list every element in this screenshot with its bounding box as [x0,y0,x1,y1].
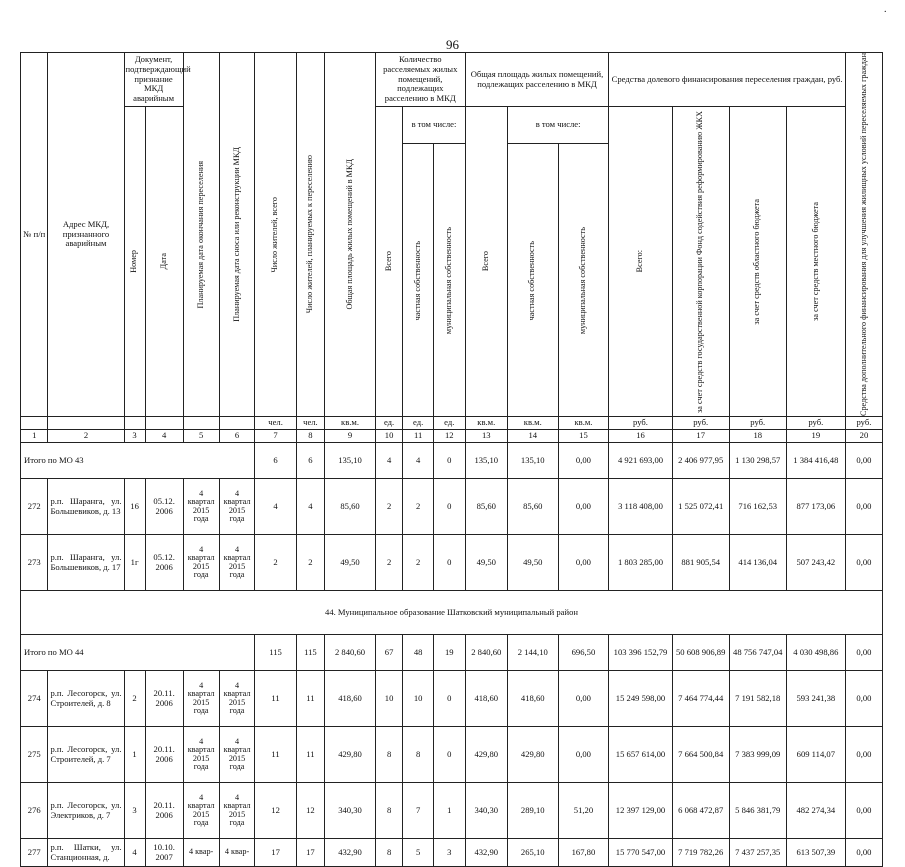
row-value: 418,60 [325,671,376,727]
row-value: 418,60 [507,671,558,727]
row-doc-number: 3 [124,783,145,839]
row-value: 1 803 285,00 [609,535,672,591]
row-value: 6 068 472,87 [672,783,729,839]
table-row [21,839,883,867]
column-number-cell: 14 [507,430,558,443]
total-value: 67 [375,635,402,671]
row-value: 11 [255,727,296,783]
row-value: 0 [433,671,465,727]
header-doc-date: Дата [145,107,183,417]
row-doc-date: 20.11. 2006 [145,783,183,839]
corner-mark: . [884,4,887,15]
column-number-cell: 20 [845,430,882,443]
row-value: 0,00 [845,479,882,535]
row-value: 11 [255,671,296,727]
table-row [21,535,883,591]
total-value: 0,00 [845,443,882,479]
column-number-cell: 3 [124,430,145,443]
row-value: 12 [255,783,296,839]
row-value: 7 191 582,18 [729,671,786,727]
row-plan-demolition: 4 квартал 2015 года [219,727,255,783]
total-value: 4 [403,443,434,479]
unit-cell [183,417,219,430]
unit-cell: руб. [845,417,882,430]
column-number-cell: 11 [403,430,434,443]
unit-cell: кв.м. [558,417,609,430]
table-row [21,727,883,783]
header-count-total: Всего [375,107,402,417]
row-value: 418,60 [465,671,507,727]
column-number-cell: 5 [183,430,219,443]
total-value: 696,50 [558,635,609,671]
unit-cell: кв.м. [325,417,376,430]
header-area-g-total: Всего [465,107,507,417]
row-plan-demolition: 4 квартал 2015 года [219,479,255,535]
row-value: 8 [375,783,402,839]
unit-cell [124,417,145,430]
table-row [21,479,883,535]
total-row [21,635,883,671]
total-label: Итого по МО 44 [21,635,255,671]
row-value: 85,60 [507,479,558,535]
row-plan-end: 4 квартал 2015 года [183,727,219,783]
row-value: 15 249 598,00 [609,671,672,727]
total-value: 115 [296,635,325,671]
column-number-cell: 1 [21,430,48,443]
total-value: 135,10 [325,443,376,479]
column-number-cell: 15 [558,430,609,443]
total-value: 4 030 498,86 [786,635,845,671]
total-value: 0,00 [558,443,609,479]
unit-cell: руб. [672,417,729,430]
row-address: р.п. Шатки, ул. Станционная, д. [48,839,124,867]
column-number-cell: 7 [255,430,296,443]
total-value: 48 756 747,04 [729,635,786,671]
row-doc-number: 16 [124,479,145,535]
unit-cell: чел. [255,417,296,430]
row-value: 17 [296,839,325,867]
column-number-cell: 17 [672,430,729,443]
row-value: 265,10 [507,839,558,867]
header-residents: Число жителей, всего [255,53,296,417]
header-area-total: Общая площадь жилых помещений в МКД [325,53,376,417]
row-value: 414 136,04 [729,535,786,591]
table-row [21,783,883,839]
total-value: 2 840,60 [465,635,507,671]
table-row [21,671,883,727]
total-value: 2 406 977,95 [672,443,729,479]
row-value: 49,50 [507,535,558,591]
row-value: 5 [403,839,434,867]
row-value: 432,90 [325,839,376,867]
header-doc-number: Номер [124,107,145,417]
header-fund-corp: за счет средств государственной корпорации Фонд содействия реформированию ЖКХ [672,107,729,417]
row-value: 2 [403,479,434,535]
row-value: 4 [255,479,296,535]
row-value: 7 437 257,35 [729,839,786,867]
total-value: 0 [433,443,465,479]
unit-cell [219,417,255,430]
row-address: р.п. Шаранга, ул. Большевиков, д. 13 [48,479,124,535]
row-plan-end: 4 квартал 2015 года [183,783,219,839]
column-number-cell: 9 [325,430,376,443]
header-document: Документ, подтверждающий признание МКД аварийным [124,53,183,107]
units-row [21,417,883,430]
total-row [21,443,883,479]
header-count-municipal: муниципальная собственность [433,144,465,417]
row-value: 429,80 [507,727,558,783]
row-plan-end: 4 квар- [183,839,219,867]
total-value: 19 [433,635,465,671]
column-number-cell: 4 [145,430,183,443]
row-value: 10 [403,671,434,727]
total-label: Итого по МО 43 [21,443,255,479]
row-value: 7 664 500,84 [672,727,729,783]
row-value: 716 162,53 [729,479,786,535]
row-value: 613 507,39 [786,839,845,867]
unit-cell: руб. [729,417,786,430]
column-number-cell: 10 [375,430,402,443]
total-value: 135,10 [465,443,507,479]
row-plan-demolition: 4 квартал 2015 года [219,783,255,839]
row-doc-number: 1 [124,727,145,783]
row-value: 2 [403,535,434,591]
total-value: 115 [255,635,296,671]
header-plan-end: Планируемая дата окончания переселения [183,53,219,417]
unit-cell: ед. [403,417,434,430]
unit-cell: руб. [786,417,845,430]
row-plan-demolition: 4 квар- [219,839,255,867]
row-value: 0,00 [558,535,609,591]
row-doc-date: 20.11. 2006 [145,727,183,783]
row-value: 0 [433,535,465,591]
unit-cell [145,417,183,430]
unit-cell: кв.м. [507,417,558,430]
column-number-cell: 6 [219,430,255,443]
row-value: 10 [375,671,402,727]
unit-cell: чел. [296,417,325,430]
header-fund-total: Всего: [609,107,672,417]
row-value: 429,80 [325,727,376,783]
header-residents-plan: Число жителей, планируемых к переселению [296,53,325,417]
row-value: 340,30 [465,783,507,839]
row-value: 2 [375,535,402,591]
row-number: 274 [21,671,48,727]
header-fund-local: за счет средств местного бюджета [786,107,845,417]
row-value: 15 770 547,00 [609,839,672,867]
unit-cell [48,417,124,430]
row-value: 1 [433,783,465,839]
row-value: 0 [433,479,465,535]
row-doc-number: 2 [124,671,145,727]
row-value: 8 [375,727,402,783]
row-value: 49,50 [325,535,376,591]
row-value: 2 [296,535,325,591]
row-value: 0,00 [558,479,609,535]
header-plan-demolition: Планируемая дата сноса или реконструкции МКД [219,53,255,417]
total-value: 6 [255,443,296,479]
unit-cell: ед. [375,417,402,430]
resettlement-table [20,52,883,867]
header-fund-extra: Средства дополнительного финансирования для улучшения жилищных условий переселяемых граждан [845,53,882,417]
header-area-incl: в том числе: [507,107,608,144]
header-area-group: Общая площадь жилых помещений, подлежащих расселению в МКД [465,53,609,107]
row-plan-end: 4 квартал 2015 года [183,671,219,727]
row-address: р.п. Шаранга, ул. Большевиков, д. 17 [48,535,124,591]
unit-cell: ед. [433,417,465,430]
row-value: 0,00 [558,671,609,727]
row-value: 0,00 [845,535,882,591]
row-value: 167,80 [558,839,609,867]
row-value: 482 274,34 [786,783,845,839]
column-number-cell: 2 [48,430,124,443]
header-num: № п/п [21,53,48,417]
total-value: 2 840,60 [325,635,376,671]
row-value: 432,90 [465,839,507,867]
header-count-incl: в том числе: [403,107,465,144]
row-value: 3 [433,839,465,867]
row-value: 593 241,38 [786,671,845,727]
row-value: 429,80 [465,727,507,783]
column-number-cell: 19 [786,430,845,443]
row-value: 15 657 614,00 [609,727,672,783]
total-value: 1 130 298,57 [729,443,786,479]
row-address: р.п. Лесогорск, ул. Электриков, д. 7 [48,783,124,839]
column-numbers-row [21,430,883,443]
row-value: 0,00 [845,671,882,727]
row-number: 272 [21,479,48,535]
row-doc-date: 05.12. 2006 [145,479,183,535]
header-count-private: частная собственность [403,144,434,417]
total-value: 2 144,10 [507,635,558,671]
row-doc-number: 1г [124,535,145,591]
row-plan-demolition: 4 квартал 2015 года [219,671,255,727]
row-value: 8 [403,727,434,783]
row-value: 51,20 [558,783,609,839]
row-value: 5 846 381,79 [729,783,786,839]
total-value: 135,10 [507,443,558,479]
row-value: 12 [296,783,325,839]
header-fund-group: Средства долевого финансирования переселения граждан, руб. [609,53,846,107]
row-address: р.п. Лесогорск, ул. Строителей, д. 7 [48,727,124,783]
row-value: 12 397 129,00 [609,783,672,839]
row-value: 0,00 [558,727,609,783]
total-value: 4 921 693,00 [609,443,672,479]
row-value: 0 [433,727,465,783]
unit-cell [21,417,48,430]
row-value: 17 [255,839,296,867]
total-value: 103 396 152,79 [609,635,672,671]
section-row [21,591,883,635]
row-address: р.п. Лесогорск, ул. Строителей, д. 8 [48,671,124,727]
row-number: 275 [21,727,48,783]
row-value: 7 383 999,09 [729,727,786,783]
row-value: 11 [296,671,325,727]
header-address: Адрес МКД, признанного аварийным [48,53,124,417]
header-area-private: частная собственность [507,144,558,417]
total-value: 4 [375,443,402,479]
row-value: 85,60 [325,479,376,535]
row-value: 3 118 408,00 [609,479,672,535]
row-number: 277 [21,839,48,867]
row-value: 85,60 [465,479,507,535]
column-number-cell: 18 [729,430,786,443]
row-value: 507 243,42 [786,535,845,591]
row-value: 8 [375,839,402,867]
row-value: 1 525 072,41 [672,479,729,535]
row-plan-end: 4 квартал 2015 года [183,535,219,591]
row-doc-number: 4 [124,839,145,867]
row-value: 881 905,54 [672,535,729,591]
unit-cell: кв.м. [465,417,507,430]
row-doc-date: 20.11. 2006 [145,671,183,727]
row-number: 273 [21,535,48,591]
row-number: 276 [21,783,48,839]
row-value: 7 719 782,26 [672,839,729,867]
page-number: 96 [446,37,459,52]
header-fund-region: за счет средств областного бюджета [729,107,786,417]
column-number-cell: 16 [609,430,672,443]
row-value: 4 [296,479,325,535]
unit-cell: руб. [609,417,672,430]
total-value: 0,00 [845,635,882,671]
row-doc-date: 05.12. 2006 [145,535,183,591]
row-value: 2 [375,479,402,535]
row-value: 877 173,06 [786,479,845,535]
total-value: 50 608 906,89 [672,635,729,671]
row-value: 609 114,07 [786,727,845,783]
row-doc-date: 10.10. 2007 [145,839,183,867]
total-value: 1 384 416,48 [786,443,845,479]
header-area-municipal: муниципальная собственность [558,144,609,417]
row-value: 2 [255,535,296,591]
header-count-group: Количество расселяемых жилых помещений, подлежащих расселению в МКД [375,53,465,107]
row-plan-end: 4 квартал 2015 года [183,479,219,535]
column-number-cell: 13 [465,430,507,443]
row-value: 0,00 [845,839,882,867]
column-number-cell: 12 [433,430,465,443]
row-value: 340,30 [325,783,376,839]
total-value: 48 [403,635,434,671]
row-value: 49,50 [465,535,507,591]
row-plan-demolition: 4 квартал 2015 года [219,535,255,591]
row-value: 0,00 [845,783,882,839]
row-value: 7 464 774,44 [672,671,729,727]
column-number-cell: 8 [296,430,325,443]
row-value: 0,00 [845,727,882,783]
row-value: 7 [403,783,434,839]
row-value: 11 [296,727,325,783]
row-value: 289,10 [507,783,558,839]
total-value: 6 [296,443,325,479]
section-title: 44. Муниципальное образование Шатковский муниципальный район [21,591,883,635]
